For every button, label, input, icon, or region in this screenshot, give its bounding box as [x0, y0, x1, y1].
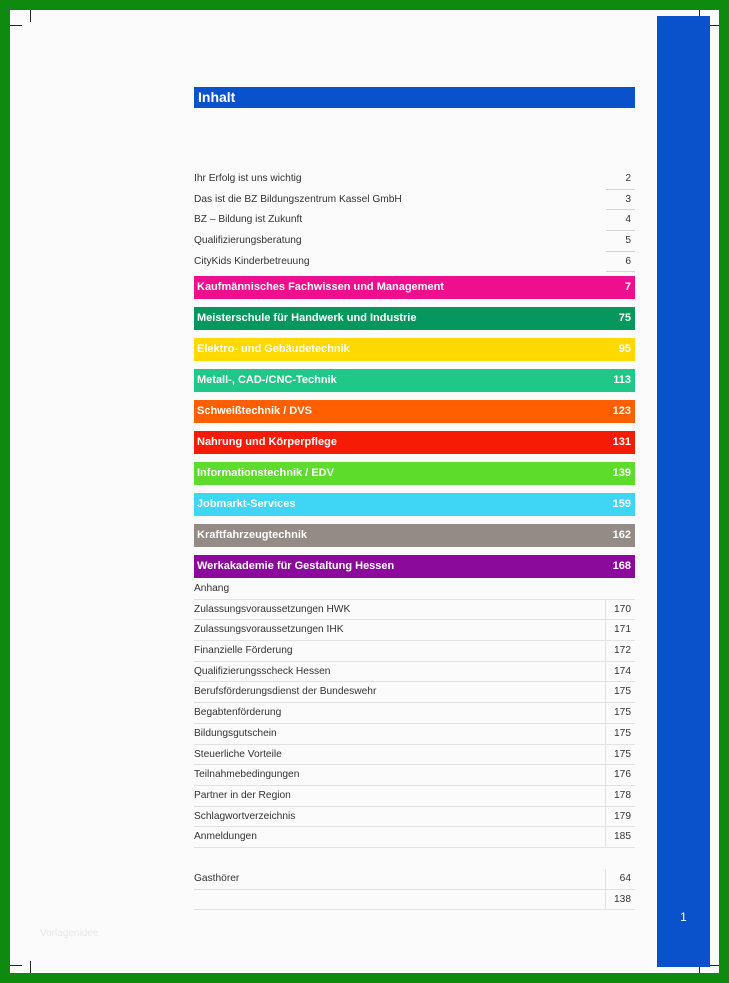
toc-entry-page: 172 [614, 645, 631, 657]
extra-list [194, 869, 635, 910]
toc-entry[interactable] [194, 600, 635, 621]
toc-entry[interactable] [194, 765, 635, 786]
section-label: Metall-, CAD-/CNC-Technik [197, 374, 337, 386]
toc-entry[interactable] [194, 890, 635, 911]
toc-entry-page: 171 [614, 624, 631, 636]
section-band[interactable] [194, 524, 635, 547]
toc-entry[interactable] [194, 620, 635, 641]
column-divider [605, 620, 606, 641]
section-page: 168 [612, 560, 631, 572]
column-divider [605, 869, 606, 890]
toc-entry-label: Zulassungsvoraussetzungen IHK [194, 624, 344, 636]
toc-entry-page: 4 [625, 214, 631, 226]
toc-entry-label: Zulassungsvoraussetzungen HWK [194, 603, 351, 615]
page-divider [606, 271, 635, 272]
toc-entry-page: 175 [614, 748, 631, 760]
toc-entry[interactable] [194, 703, 635, 724]
toc-entry[interactable] [194, 807, 635, 828]
toc-entry-label: Berufsförderungsdienst der Bundeswehr [194, 686, 377, 698]
section-page: 159 [612, 498, 631, 510]
section-band[interactable] [194, 276, 635, 299]
column-divider [605, 807, 606, 828]
section-page: 113 [613, 374, 631, 386]
section-label: Jobmarkt-Services [197, 498, 296, 510]
toc-entry-label: Steuerliche Vorteile [194, 748, 282, 760]
toc-entry[interactable] [194, 745, 635, 766]
toc-entry-label: Schlagwortverzeichnis [194, 810, 296, 822]
toc-entry-label: Teilnahmebedingungen [194, 769, 300, 781]
section-page: 7 [624, 281, 631, 293]
toc-entry-label: Qualifizierungsscheck Hessen [194, 665, 331, 677]
section-label: Informationstechnik / EDV [197, 467, 334, 479]
toc-entry-page: 5 [625, 235, 631, 247]
document-page [10, 10, 719, 973]
section-band[interactable] [194, 462, 635, 485]
section-label: Elektro- und Gebäudetechnik [197, 343, 350, 355]
toc-entry-label: Finanzielle Förderung [194, 645, 293, 657]
toc-entry-page: 170 [614, 603, 631, 615]
toc-entry[interactable] [194, 169, 635, 190]
section-band[interactable] [194, 338, 635, 361]
toc-entry[interactable] [194, 231, 635, 252]
section-label: Schweißtechnik / DVS [197, 405, 312, 417]
toc-entry[interactable] [194, 662, 635, 683]
section-band[interactable] [194, 400, 635, 423]
column-divider [605, 600, 606, 621]
toc-entry[interactable] [194, 252, 635, 273]
section-page: 131 [612, 436, 631, 448]
section-band[interactable] [194, 431, 635, 454]
toc-entry-page: 64 [619, 873, 631, 884]
toc-entry-label: CityKids Kinderbetreuung [194, 255, 310, 267]
toc-entry-page: 175 [614, 707, 631, 719]
column-divider [605, 703, 606, 724]
crop-mark [30, 961, 31, 973]
toc-entry-page: 174 [614, 665, 631, 677]
sidebar-bar [657, 16, 710, 967]
toc-entry-page: 178 [614, 789, 631, 801]
toc-entry-label: Qualifizierungsberatung [194, 235, 302, 247]
toc-entry-label: Bildungsgutschein [194, 727, 277, 739]
intro-list [194, 169, 635, 272]
toc-entry-page: 3 [625, 193, 631, 205]
toc-entry-page: 179 [614, 810, 631, 822]
toc-entry[interactable] [194, 786, 635, 807]
column-divider [605, 745, 606, 766]
column-divider [605, 641, 606, 662]
appendix-list [194, 579, 635, 848]
toc-entry-page: 2 [625, 173, 631, 184]
toc-entry-page: 175 [614, 727, 631, 739]
toc-entry-label: Gasthörer [194, 873, 240, 884]
section-label: Werkakademie für Gestaltung Hessen [197, 560, 395, 572]
crop-mark [30, 10, 31, 22]
column-divider [605, 662, 606, 683]
toc-entry-page: 176 [614, 769, 631, 781]
page-number: 1 [680, 910, 687, 924]
section-band[interactable] [194, 555, 635, 578]
section-band[interactable] [194, 307, 635, 330]
toc-entry[interactable] [194, 641, 635, 662]
section-label: Kraftfahrzeugtechnik [197, 529, 308, 541]
section-label: Kaufmännisches Fachwissen und Management [197, 281, 444, 293]
toc-entry[interactable] [194, 827, 635, 848]
section-page: 95 [618, 343, 631, 355]
column-divider [605, 890, 606, 911]
column-divider [605, 724, 606, 745]
toc-entry[interactable] [194, 724, 635, 745]
column-divider [605, 765, 606, 786]
toc-entry-label: Anmeldungen [194, 831, 257, 843]
column-divider [605, 827, 606, 848]
section-page: 75 [618, 312, 631, 324]
appendix-heading[interactable] [194, 579, 635, 600]
section-page: 123 [612, 405, 631, 417]
row-divider [194, 847, 635, 848]
toc-entry-label: BZ – Bildung ist Zukunft [194, 214, 303, 226]
toc-entry-page: 6 [625, 255, 631, 267]
row-divider [194, 909, 635, 910]
column-divider [605, 682, 606, 703]
toc-entry-label: Anhang [194, 583, 230, 594]
crop-mark [10, 965, 22, 966]
section-label: Meisterschule für Handwerk und Industrie [197, 312, 417, 324]
section-label: Nahrung und Körperpflege [197, 436, 337, 448]
toc-entry-page: 175 [614, 686, 631, 698]
toc-entry[interactable] [194, 210, 635, 231]
section-page: 162 [612, 529, 631, 541]
crop-mark [10, 25, 22, 26]
section-list [194, 276, 635, 586]
toc-entry-label: Begabtenförderung [194, 707, 282, 719]
column-divider [605, 786, 606, 807]
toc-entry[interactable] [194, 190, 635, 211]
section-band[interactable] [194, 493, 635, 516]
toc-entry-page: 138 [614, 893, 631, 905]
page-title: Inhalt [194, 87, 635, 108]
section-page: 139 [612, 467, 631, 479]
toc-entry-page: 185 [614, 831, 631, 843]
toc-entry[interactable] [194, 682, 635, 703]
toc-entry[interactable] [194, 869, 635, 890]
toc-entry-label: Ihr Erfolg ist uns wichtig [194, 173, 302, 184]
section-band[interactable] [194, 369, 635, 392]
toc-entry-label: Partner in der Region [194, 789, 291, 801]
watermark: Vorlagenidee [40, 928, 99, 939]
toc-entry-label: Das ist die BZ Bildungszentrum Kassel GmbH [194, 193, 402, 205]
